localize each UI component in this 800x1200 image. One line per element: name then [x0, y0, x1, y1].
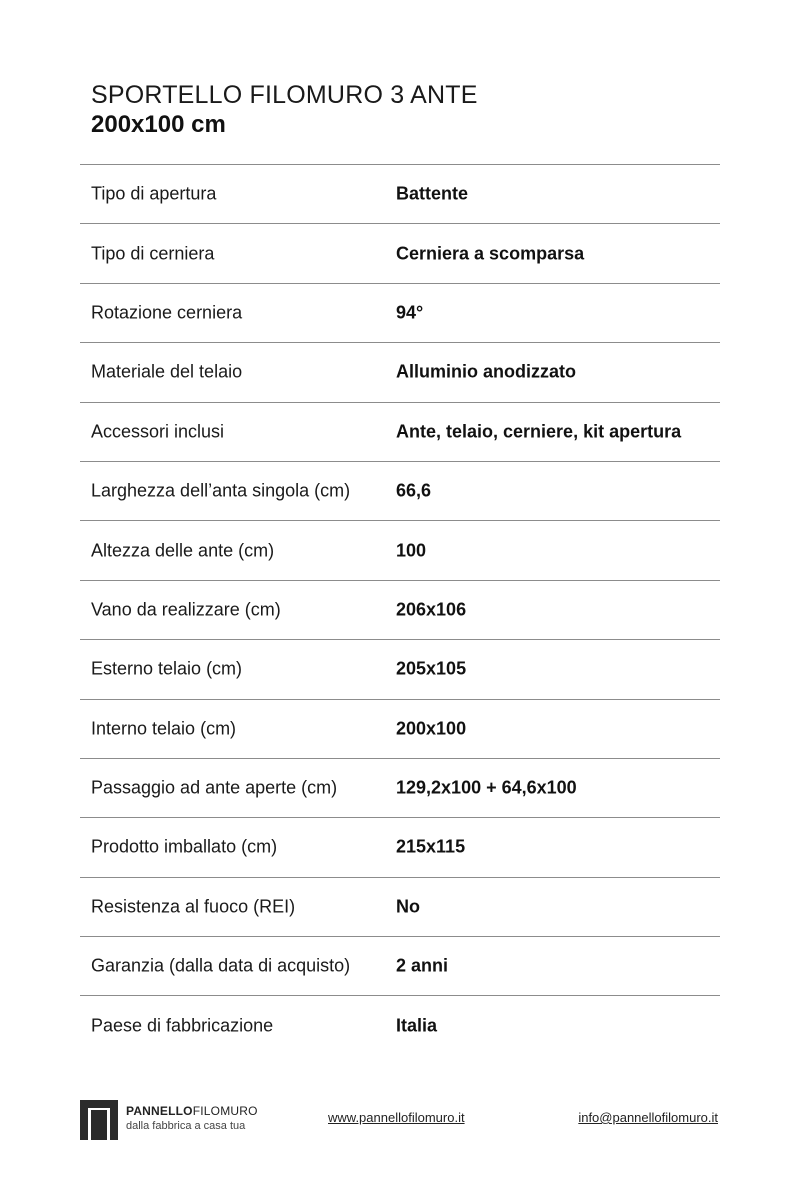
spec-label: Vano da realizzare (cm)	[91, 599, 281, 620]
spec-label: Esterno telaio (cm)	[91, 658, 243, 679]
spec-label: Materiale del telaio	[91, 361, 243, 382]
page-title: SPORTELLO FILOMURO 3 ANTE	[91, 81, 478, 109]
spec-value: 206x106	[396, 599, 467, 620]
spec-row	[80, 284, 720, 343]
spec-label: Tipo di cerniera	[91, 243, 215, 264]
spec-label: Resistenza al fuoco (REI)	[91, 896, 296, 917]
spec-row	[80, 165, 720, 224]
spec-label: Accessori inclusi	[91, 421, 225, 442]
spec-label: Rotazione cerniera	[91, 302, 243, 323]
spec-table	[80, 164, 720, 1056]
spec-label: Altezza delle ante (cm)	[91, 540, 275, 561]
spec-row	[80, 937, 720, 996]
spec-label: Garanzia (dalla data di acquisto)	[91, 955, 351, 976]
spec-row	[80, 581, 720, 640]
spec-label: Passaggio ad ante aperte (cm)	[91, 777, 338, 798]
page-footer	[80, 1098, 720, 1142]
spec-value: No	[396, 896, 420, 917]
spec-value: Italia	[396, 1015, 438, 1036]
spec-label: Larghezza dell’anta singola (cm)	[91, 480, 351, 501]
spec-row	[80, 759, 720, 818]
spec-value: 205x105	[396, 658, 467, 679]
spec-value: 215x115	[396, 836, 466, 857]
door-frame-logo-icon	[80, 1100, 118, 1140]
spec-value: 200x100	[396, 718, 467, 739]
spec-value: 100	[396, 540, 427, 561]
website-link[interactable]: www.pannellofilomuro.it	[328, 1110, 465, 1125]
spec-label: Paese di fabbricazione	[91, 1015, 274, 1036]
spec-row	[80, 818, 720, 877]
brand-part1: PANNELLO	[126, 1104, 193, 1118]
spec-row	[80, 640, 720, 699]
spec-label: Prodotto imballato (cm)	[91, 836, 278, 857]
spec-row	[80, 521, 720, 580]
spec-value: 66,6	[396, 480, 432, 501]
spec-value: Alluminio anodizzato	[396, 361, 576, 382]
spec-row	[80, 462, 720, 521]
spec-value: Cerniera a scomparsa	[396, 243, 585, 264]
page-subtitle: 200x100 cm	[91, 111, 226, 138]
spec-row	[80, 996, 720, 1055]
spec-label: Interno telaio (cm)	[91, 718, 237, 739]
spec-row	[80, 224, 720, 283]
spec-row	[80, 403, 720, 462]
brand-name	[126, 1104, 258, 1118]
brand-tagline: dalla fabbrica a casa tua	[126, 1120, 246, 1132]
brand-part2: FILOMURO	[192, 1104, 258, 1118]
spec-value: 94°	[396, 302, 424, 323]
spec-label: Tipo di apertura	[91, 183, 217, 204]
page-header	[91, 80, 478, 140]
spec-value: 129,2x100 + 64,6x100	[396, 777, 577, 798]
spec-row	[80, 343, 720, 402]
spec-value: Ante, telaio, cerniere, kit apertura	[396, 421, 682, 442]
spec-value: Battente	[396, 183, 469, 204]
spec-row	[80, 878, 720, 937]
spec-value: 2 anni	[396, 955, 449, 976]
spec-row	[80, 700, 720, 759]
email-link[interactable]: info@pannellofilomuro.it	[578, 1110, 718, 1125]
